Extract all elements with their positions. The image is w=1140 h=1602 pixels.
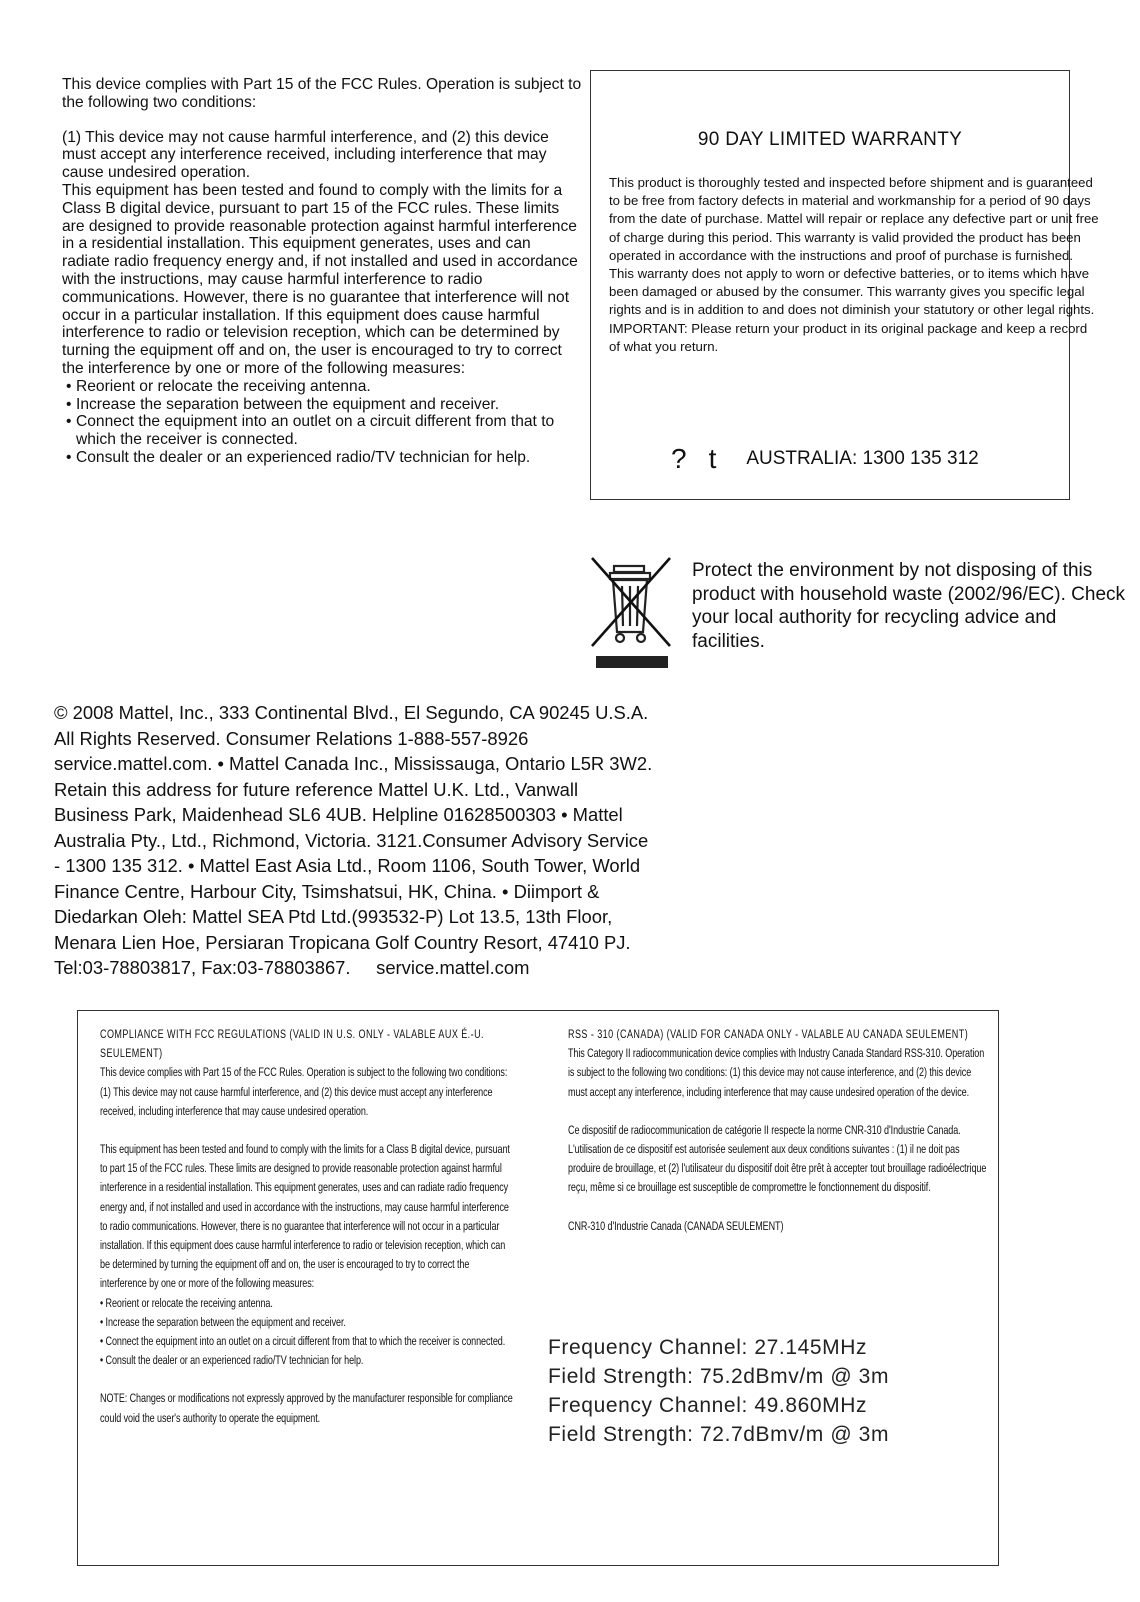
frequency-line: Field Strength: 75.2dBmv/m @ 3m [548, 1365, 890, 1388]
canada-compliance-p3: CNR-310 d'Industrie Canada (CANADA SEULEMENT) [568, 1218, 784, 1233]
fcc-measure: • Reorient or relocate the receiving antenna. [62, 378, 582, 396]
address-text: © 2008 Mattel, Inc., 333 Continental Blvd., El Segundo, CA 90245 U.S.A. All Rights Reserved. Consumer Relations 1-888-557-8926 service.mattel.com. • Mattel Canada Inc., Mississauga, Ontario L5R 3W2. Retain this address for future reference Mattel U.K. Ltd., Vanwall Business Park, Maidenhead SL6 4UB. Helpline 01628500303 • Mattel Australia Pty., Ltd., Richmond, Victoria. 3121.Consumer Advisory Service - 1300 135 312. • Mattel East Asia Ltd., Room 1106, South Tower, World Finance Centre, Harbour City, Tsimshatsui, HK, China. • Diimport & Diedarkan Oleh: Mattel SEA Ptd Ltd.(993532-P) Lot 13.5, 13th Floor, Menara Lien Hoe, Persiaran Tropicana Golf Country Resort, 47410 PJ. Tel:03-78803817, Fax:03-78803867. [54, 702, 653, 978]
compliance-measure: • Reorient or relocate the receiving antenna. [100, 1294, 514, 1313]
canada-compliance-p2: Ce dispositif de radiocommunication de catégorie II respecte la norme CNR-310 d'Industrie Canada. L'utilisation de ce dispositif est autorisée seulement aux deux conditions suivantes : (1) il ne doit pas produire de brouillage, et (2) l'utilisateur du dispositif doit être prêt à accepter tout brouillage radioélectrique reçu, même si ce brouillage est susceptible de compromettre le fonctionnement du dispositif. [568, 1122, 987, 1195]
fcc-compliance-p2: This equipment has been tested and found to comply with the limits for a Class B digital device, pursuant to part 15 of the FCC rules. These limits are designed to provide reasonable protection against harmful interference in a residential installation. This equipment generates, uses and can radiate radio frequency energy and, if not installed and used in accordance with the instructions, may cause harmful interference to radio communications. However, there is no guarantee that interference will not occur in a particular installation. If this equipment does cause harmful interference to radio or television reception, which can be determined by turning the equipment off and on, the user is encouraged to try to correct the interference by one or more of the following measures: [100, 1142, 510, 1291]
fcc-compliance-column [100, 1025, 514, 1428]
fcc-statement [62, 76, 582, 467]
fcc-conditions: (1) This device may not cause harmful interference, and (2) this device must accept any interference received, including interference that may cause undesired operation. [62, 128, 549, 182]
canada-compliance-column [568, 1025, 990, 1236]
service-link: service.mattel.com [376, 957, 530, 978]
question-glyph: ? [671, 443, 687, 474]
warranty-title: 90 DAY LIMITED WARRANTY [697, 129, 963, 150]
compliance-measure: • Connect the equipment into an outlet on a circuit different from that to which the receiver is connected. [100, 1332, 514, 1351]
fcc-class-b: This equipment has been tested and found to comply with the limits for a Class B digital device, pursuant to part 15 of the FCC rules. These limits are designed to provide reasonable protection against harmful interference in a residential installation. This equipment generates, uses and can radiate radio frequency energy and, if not installed and used in accordance with the instructions, may cause harmful interference to radio communications. However, there is no guarantee that interference will not occur in a particular installation. If this equipment does cause harmful interference to radio or television reception, which can be determined by turning the equipment off and on, the user is encouraged to try to correct the interference by one or more of the following measures: [62, 181, 578, 377]
frequency-line: Frequency Channel: 49.860MHz [548, 1394, 868, 1417]
fcc-compliance-heading: COMPLIANCE WITH FCC REGULATIONS (VALID IN U.S. ONLY - VALABLE AUX É.-U. SEULEMENT) [100, 1027, 484, 1061]
fcc-measure: • Consult the dealer or an experienced radio/TV technician for help. [62, 449, 582, 467]
frequency-list [548, 1333, 889, 1449]
fcc-compliance-measures [100, 1294, 514, 1371]
frequency-line: Field Strength: 72.7dBmv/m @ 3m [548, 1423, 890, 1446]
fcc-compliance-note: NOTE: Changes or modifications not expressly approved by the manufacturer responsible for compliance could void the user's authority to operate the equipment. [100, 1391, 513, 1425]
canada-compliance-heading: RSS - 310 (CANADA) (VALID FOR CANADA ONLY - VALABLE AU CANADA SEULEMENT) [568, 1027, 969, 1041]
compliance-box [77, 1010, 999, 1566]
fcc-compliance-p1: This device complies with Part 15 of the FCC Rules. Operation is subject to the following two conditions: (1) This device may not cause harmful interference, and (2) this device must accept any interference received, including interference that may cause undesired operation. [100, 1065, 508, 1118]
fcc-measure: • Connect the equipment into an outlet on a circuit different from that to which the receiver is connected. [62, 413, 582, 449]
crossed-out-bin-icon [586, 552, 678, 672]
warranty-body: This product is thoroughly tested and inspected before shipment and is guaranteed to be free from factory defects in material and workmanship for a period of 90 days from the date of purchase. Mattel will repair or replace any defective part or unit free of charge during this period. This warranty is valid provided the product has been operated in accordance with the instructions and proof of purchase is furnished. This warranty does not apply to worn or defective batteries, or to items which have been damaged or abused by the consumer. This warranty gives you specific legal rights and is in addition to and does not diminish your statutory or other legal rights. IMPORTANT: Please return your product in its original package and keep a record of what you return. [609, 175, 1099, 354]
warranty-contact [671, 443, 979, 475]
fcc-measure: • Increase the separation between the equipment and receiver. [62, 396, 582, 414]
canada-compliance-p1: This Category II radiocommunication device complies with Industry Canada Standard RSS-310. Operation is subject to the following two conditions: (1) this device may not cause interference, and (2) this device must accept any interference, including interference that may cause undesired operation of the device. [568, 1046, 985, 1099]
frequency-line: Frequency Channel: 27.145MHz [548, 1336, 868, 1359]
fcc-measures [62, 378, 582, 467]
warranty-box [590, 70, 1099, 500]
environment-text: Protect the environment by not disposing of this product with household waste (2002/96/EC). Check your local authority for recycling advice and facilities. [692, 560, 1126, 652]
australia-contact: AUSTRALIA: 1300 135 312 [746, 448, 979, 469]
compliance-measure: • Increase the separation between the equipment and receiver. [100, 1313, 514, 1332]
t-glyph: t [708, 443, 717, 474]
compliance-measure: • Consult the dealer or an experienced radio/TV technician for help. [100, 1351, 514, 1370]
fcc-intro: This device complies with Part 15 of the FCC Rules. Operation is subject to the following two conditions: [62, 76, 582, 111]
address-block [54, 700, 654, 981]
